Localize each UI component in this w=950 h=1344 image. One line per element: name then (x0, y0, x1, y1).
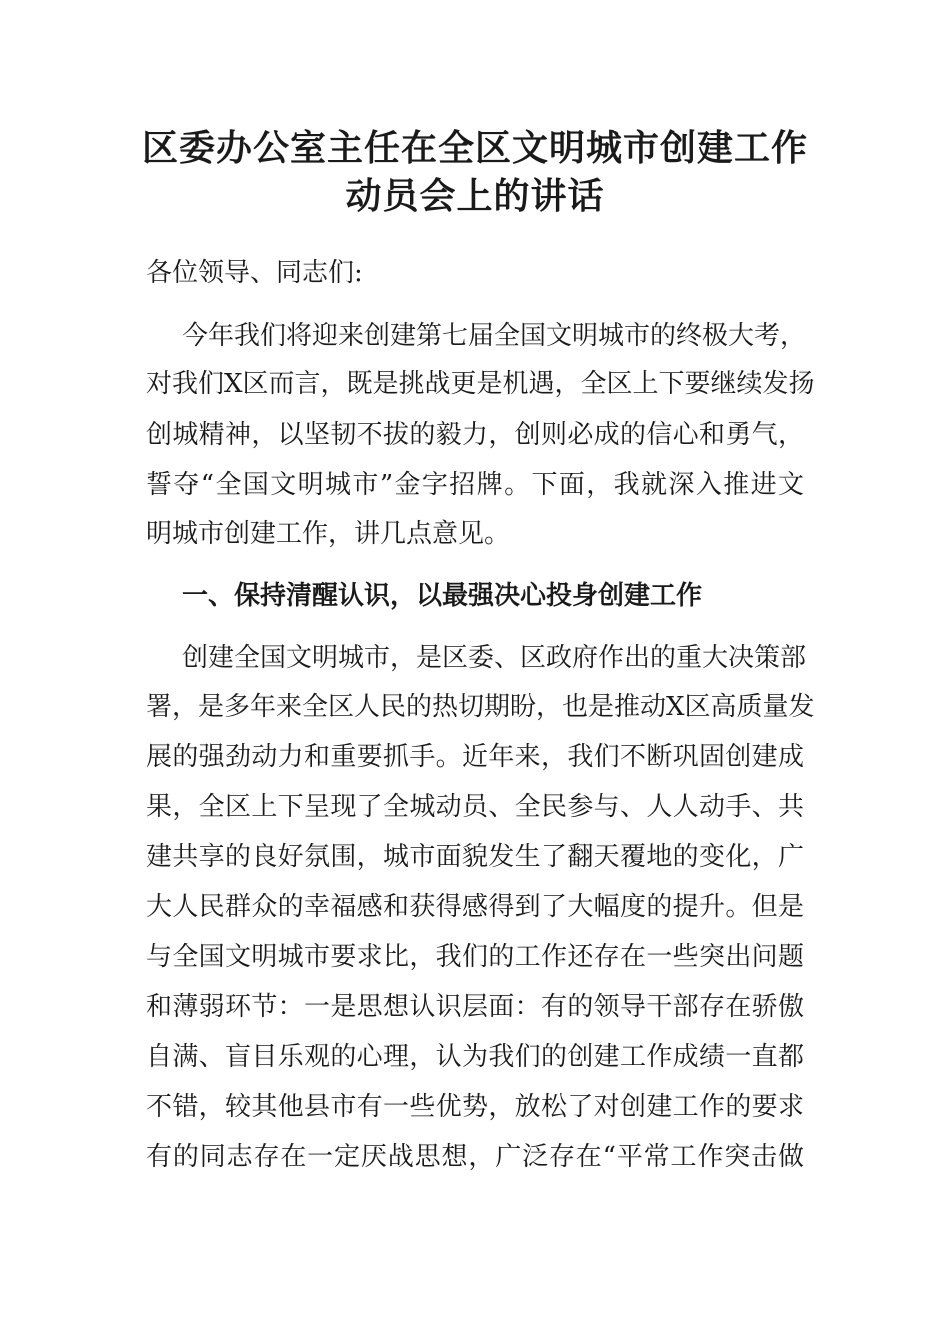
paragraph-1-line: 对我们X区而言，既是挑战更是机遇，全区上下要继续发扬 (146, 369, 815, 399)
paragraph-2-line: 大人民群众的幸福感和获得感得到了大幅度的提升。但是 (146, 892, 804, 922)
document-title-line-1: 区委办公室主任在全区文明城市创建工作 (141, 127, 808, 169)
paragraph-2-line: 展的强劲动力和重要抓手。近年来，我们不断巩固创建成 (146, 742, 804, 772)
paragraph-1-line: 创城精神，以坚韧不拔的毅力，创则必成的信心和勇气， (146, 420, 804, 450)
paragraph-2-line: 建共享的良好氛围，城市面貌发生了翻天覆地的变化，广 (146, 842, 804, 872)
paragraph-2-line: 有的同志存在一定厌战思想，广泛存在“平常工作突击做 (146, 1142, 804, 1172)
section-heading-1: 一、保持清醒认识，以最强决心投身创建工作 (182, 581, 703, 611)
paragraph-2-line: 与全国文明城市要求比，我们的工作还存在一些突出问题 (146, 942, 804, 972)
paragraph-2-line: 和薄弱环节：一是思想认识层面：有的领导干部存在骄傲 (146, 992, 804, 1022)
paragraph-2-line: 创建全国文明城市，是区委、区政府作出的重大决策部 (182, 643, 807, 673)
paragraph-2-line: 署，是多年来全区人民的热切期盼，也是推动X区高质量发 (146, 692, 815, 722)
paragraph-2-line: 自满、盲目乐观的心理，认为我们的创建工作成绩一直都 (146, 1042, 804, 1072)
paragraph-2-line: 果，全区上下呈现了全城动员、全民参与、人人动手、共 (146, 792, 804, 822)
paragraph-1-line: 今年我们将迎来创建第七届全国文明城市的终极大考， (182, 321, 807, 351)
paragraph-1-line: 誓夺“全国文明城市”金字招牌。下面，我就深入推进文 (146, 470, 804, 500)
paragraph-1-line: 明城市创建工作，讲几点意见。 (146, 519, 511, 549)
document-title-line-2: 动员会上的讲话 (345, 175, 605, 217)
salutation: 各位领导、同志们: (146, 258, 363, 288)
paragraph-2-line: 不错，较其他县市有一些优势，放松了对创建工作的要求 (146, 1092, 804, 1122)
